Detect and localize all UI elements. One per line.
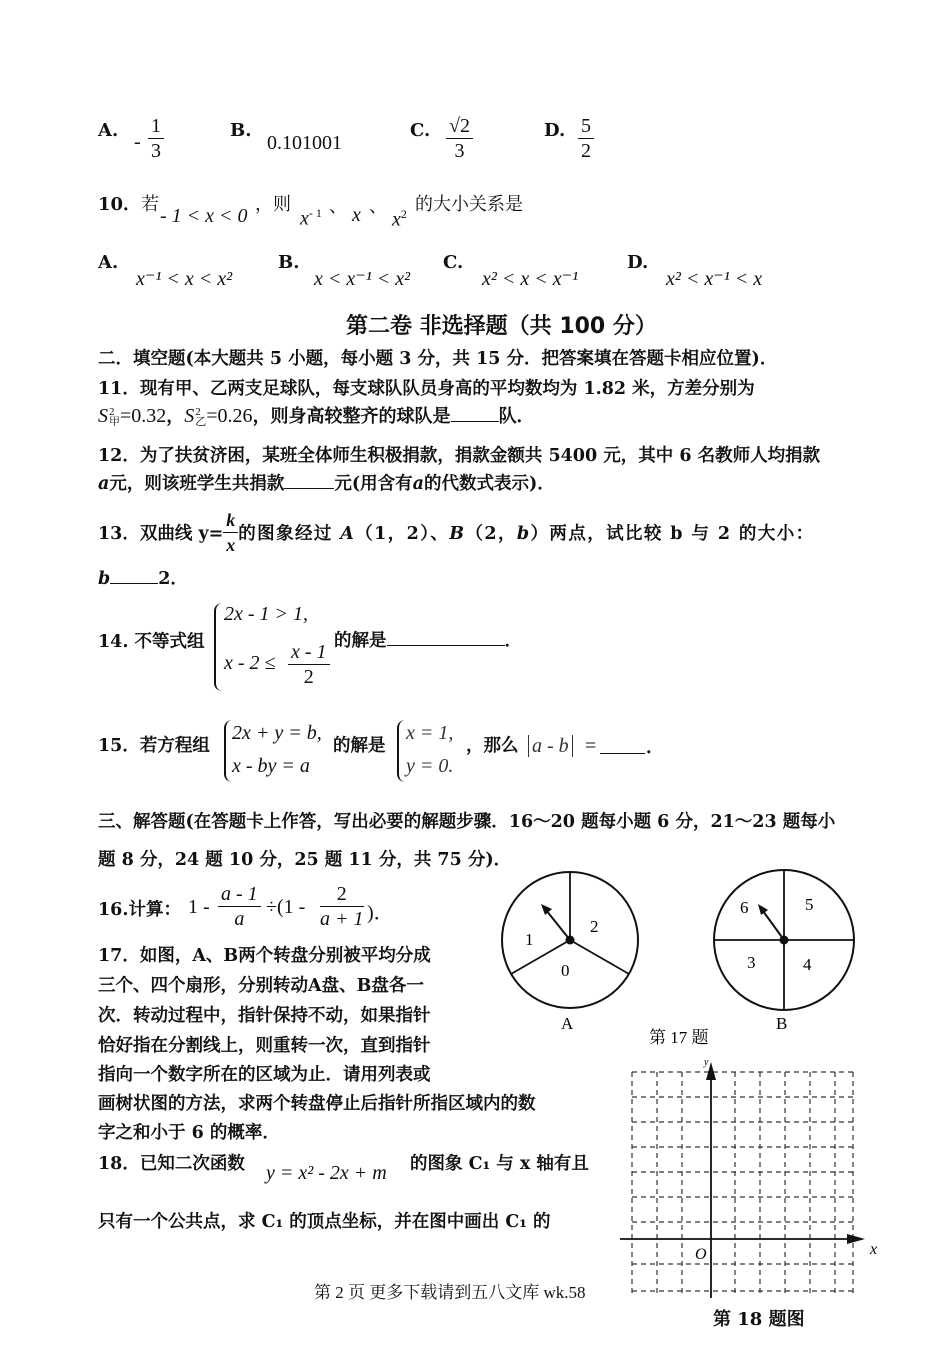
q9-option-c-label: C.	[410, 120, 431, 141]
q9-option-a-fraction: $\frac{1}{3}$	[148, 114, 164, 163]
q15-row-1: 2x + y = b,	[232, 722, 322, 744]
section-three-header-2: 题 8 分，24 题 10 分，25 题 11 分，共 75 分)．	[98, 850, 512, 870]
q10-condition: - 1 < x < 0	[160, 205, 248, 227]
q18-function: y = x² - 2x + m	[266, 1162, 387, 1184]
q11-answer-blank[interactable]	[451, 403, 499, 422]
q16-close: )．	[367, 902, 394, 924]
variance-yi: S 2 乙	[184, 405, 207, 429]
q14-answer-blank[interactable]	[387, 627, 505, 646]
q10-separator-2: 、	[369, 196, 387, 217]
q18-grid	[632, 1072, 853, 1293]
q16-one-minus: 1 -	[188, 896, 210, 918]
q15-answer-blank[interactable]	[600, 753, 645, 754]
q18-caption: 第 18 题图	[713, 1309, 805, 1330]
spinner-b-sector-6: 6	[740, 898, 749, 917]
q9-option-c-fraction: $\frac{√2}{3}$	[446, 114, 473, 163]
spinner-a-sector-0: 0	[561, 961, 570, 980]
q9-option-a-sign: -	[134, 131, 141, 153]
q10-option-a-expr: x⁻¹ < x < x²	[136, 268, 233, 290]
spinner-a-sector-1: 1	[525, 930, 534, 949]
q17-caption: 第 17 题	[649, 1028, 709, 1047]
q11-line-1: 11．现有甲、乙两支足球队，每支球队队员身高的平均数均为 1.82 米，方差分别为	[98, 379, 755, 399]
spinner-a-label: A	[561, 1014, 574, 1033]
q14-row-2-left: x - 2 ≤	[224, 652, 276, 674]
q16-fraction-2: $\frac{2}{a + 1}$	[320, 883, 364, 930]
q14-prefix: 14. 不等式组	[98, 632, 205, 652]
q16-fraction-1: $\frac{a - 1}{a}$	[218, 882, 261, 931]
q18-y-label: y	[704, 1058, 709, 1068]
variance-jia: S 2 甲	[98, 405, 120, 429]
q10-term-1: $x^{- 1}$	[300, 206, 322, 230]
q10-option-a-label: A.	[98, 252, 119, 273]
q17-line-4: 恰好指在分割线上，则重转一次，直到指针	[98, 1036, 431, 1056]
q14-row-1: 2x - 1 > 1,	[224, 603, 309, 625]
q12-line-2: a元，则该班学生共捐款 元(用含有a的代数式表示)．	[98, 470, 555, 495]
q11-line-2: S 2 甲 =0.32，S 2 乙 =0.26，则身高较整齐的球队是 队．	[98, 405, 535, 429]
q10-option-b-expr: x < x⁻¹ < x²	[314, 268, 411, 290]
part-two-title: 第二卷 非选择题（共 100 分）	[346, 314, 657, 339]
spinner-a	[502, 872, 638, 1033]
q15-mid: 的解是	[333, 736, 386, 756]
q10-option-c-expr: x² < x < x⁻¹	[482, 268, 579, 290]
q17-line-2: 三个、四个扇形，分别转动A盘、B盘各一	[98, 976, 424, 996]
q16-prefix: 16.计算：	[98, 900, 181, 920]
q17-spinners-figure	[495, 860, 875, 1060]
q10-then: ，则	[255, 194, 291, 215]
q10-question-tail: 的大小关系是	[415, 194, 523, 215]
q10-option-d-expr: x² < x⁻¹ < x	[666, 268, 763, 290]
section-two-header: 二．填空题(本大题共 5 小题，每小题 3 分，共 15 分．把答案填在答题卡相应位置)．	[98, 349, 778, 369]
q17-line-6: 画树状图的方法，求两个转盘停止后指针所指区域内的数	[98, 1094, 536, 1114]
q13-fraction: $\frac{k}{x}$	[223, 508, 238, 557]
q10-stem: 10．若	[98, 194, 160, 215]
q15-abs-expr: a - b	[528, 735, 573, 758]
q15-equals: =	[585, 735, 597, 757]
q15-sol-1: x = 1,	[406, 722, 454, 744]
q10-term-2: x	[352, 204, 361, 226]
q15-row-2: x - by = a	[232, 755, 310, 777]
q18-x-label: x	[870, 1241, 878, 1258]
q14-brace	[214, 603, 224, 691]
q15-tail: ，那么	[466, 736, 519, 756]
q18-line-2: 只有一个公共点，求 C₁ 的顶点坐标，并在图中画出 C₁ 的	[98, 1212, 551, 1232]
q9-option-d-fraction: $\frac{5}{2}$	[578, 114, 594, 163]
q9-option-a-label: A.	[98, 120, 119, 141]
q18-origin-label: O	[695, 1246, 707, 1263]
q15-end: ．	[646, 737, 664, 758]
q18-prefix: 18．已知二次函数	[98, 1154, 245, 1174]
spinner-a-sector-2: 2	[590, 917, 599, 936]
q17-line-5: 指向一个数字所在的区域为止．请用列表或	[98, 1065, 431, 1085]
q13-answer-blank[interactable]	[110, 565, 158, 584]
q15-brace-2	[397, 720, 406, 782]
q14-row-2-fraction: $\frac{x - 1}{2}$	[288, 640, 330, 689]
q10-separator-1: 、	[329, 196, 347, 217]
q15-sol-2: y = 0.	[406, 755, 454, 777]
spinner-b-label: B	[776, 1014, 788, 1033]
spinner-b-sector-4: 4	[803, 955, 812, 974]
spinner-b-sector-5: 5	[805, 895, 814, 914]
q9-option-d-label: D.	[544, 120, 566, 141]
q10-option-b-label: B.	[278, 252, 300, 273]
q10-option-c-label: C.	[443, 252, 464, 273]
q15-prefix: 15．若方程组	[98, 736, 210, 756]
q18-grid-figure	[615, 1058, 905, 1308]
q13-line-1: 13．双曲线 y= $\frac{k}{x}$ 的图象经过 A（1，2）、B（2，b）两点，试比较 b 与 2 的大小：	[98, 510, 815, 555]
section-three-header-1: 三、解答题(在答题卡上作答，写出必要的解题步骤．16～20 题每小题 6 分，21～23 题每小	[98, 812, 836, 832]
q12-line-1: 12．为了扶贫济困，某班全体师生积极捐款，捐款金额共 5400 元，其中 6 名教师人均捐款	[98, 446, 821, 466]
q17-line-7: 字之和小于 6 的概率．	[98, 1123, 280, 1143]
q17-line-3: 次．转动过程中，指针保持不动，如果指针	[98, 1006, 431, 1026]
q10-term-3: $x^2$	[392, 207, 407, 231]
q16-divide: ÷(1 -	[266, 896, 306, 918]
q9-option-b-value: 0.101001	[267, 132, 342, 154]
spinner-b-sector-3: 3	[747, 953, 756, 972]
q14-suffix: 的解是 ．	[334, 627, 522, 652]
page-footer: 第 2 页 更多下载请到五八文库 wk.58	[314, 1283, 586, 1302]
q17-line-1: 17．如图，A、B两个转盘分别被平均分成	[98, 946, 431, 966]
q9-option-b-label: B.	[230, 120, 252, 141]
q10-option-d-label: D.	[627, 252, 649, 273]
q18-tail: 的图象 C₁ 与 x 轴有且	[410, 1154, 589, 1174]
spinner-b	[714, 870, 854, 1033]
q18-x-axis-arrow	[847, 1234, 865, 1244]
q12-answer-blank[interactable]	[284, 470, 334, 489]
q13-answer-line: b 2．	[98, 565, 188, 590]
